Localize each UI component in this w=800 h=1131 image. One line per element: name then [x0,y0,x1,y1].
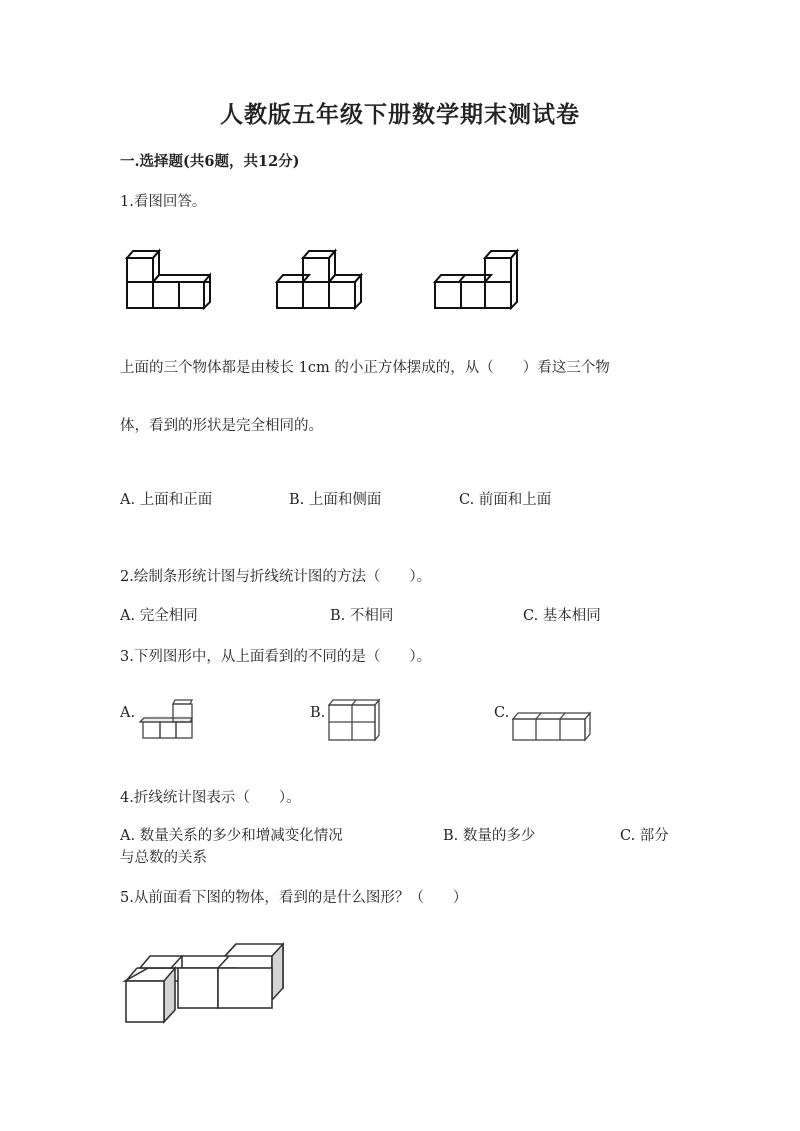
q1-text-line1: 上面的三个物体都是由棱长 1cm 的小正方体摆成的，从（ ）看这三个物 [120,360,610,376]
q3-option-b[interactable]: B. [310,705,326,721]
q5-figure [120,938,290,1028]
q2-option-c[interactable]: C. 基本相同 [523,608,601,624]
q1-figure-1 [122,246,216,314]
q4-option-c[interactable]: C. 部分 [620,828,669,844]
q1-figure-3 [430,240,524,314]
section-heading: 一.选择题(共6题，共12分) [120,153,300,170]
q5-stem: 5.从前面看下图的物体，看到的是什么图形？（ ） [120,890,468,906]
q2-option-a[interactable]: A. 完全相同 [120,608,198,624]
q3-figure-b [325,698,385,742]
page-title: 人教版五年级下册数学期末测试卷 [220,101,580,128]
q4-option-b[interactable]: B. 数量的多少 [443,828,536,844]
q1-option-b[interactable]: B. 上面和侧面 [289,492,382,508]
q3-stem: 3.下列图形中，从上面看到的不同的是（ ）。 [120,649,432,665]
q3-figure-a [136,698,196,742]
q2-option-b[interactable]: B. 不相同 [330,608,394,624]
q3-figure-c [510,708,596,744]
q4-option-a[interactable]: A. 数量关系的多少和增减变化情况 [120,828,343,844]
q1-stem: 1.看图回答。 [120,194,207,210]
q3-option-c[interactable]: C. [494,705,510,721]
q4-stem: 4.折线统计图表示（ ）。 [120,790,301,806]
q1-text-line2: 体，看到的形状是完全相同的。 [120,418,323,434]
q1-option-a[interactable]: A. 上面和正面 [120,492,213,508]
q2-stem: 2.绘制条形统计图与折线统计图的方法（ ）。 [120,569,432,585]
q1-option-c[interactable]: C. 前面和上面 [459,492,552,508]
q4-option-c-continued: 与总数的关系 [120,850,207,866]
q1-figure-2 [274,240,368,314]
q3-option-a[interactable]: A. [120,705,136,721]
